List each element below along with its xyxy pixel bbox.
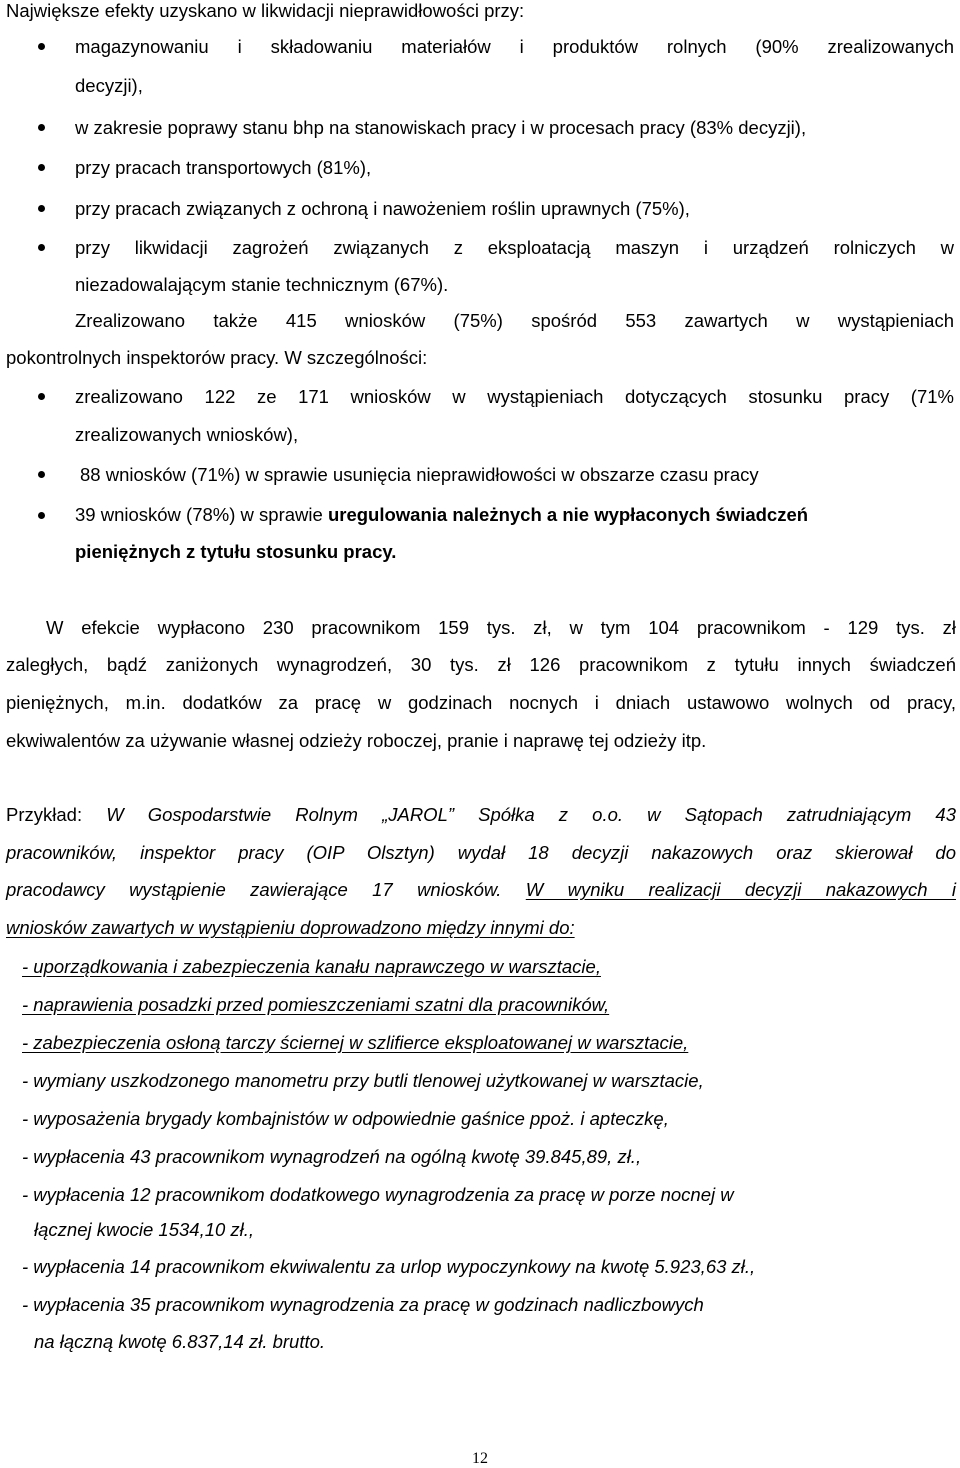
list-item: magazynowaniu i składowaniu materiałów i produktów rolnych (90% zrealizowanych [75,36,954,57]
list-item: przy pracach transportowych (81%), [75,157,372,178]
bullet-icon [38,124,45,131]
example-text: pracodawcy wystąpienie zawierające 17 wniosków. [6,879,502,900]
bullet-icon [38,471,45,478]
bullet-icon [38,512,45,519]
bullet-icon [38,205,45,212]
dash-list-item: - wyposażenia brygady kombajnistów w odpowiednie gaśnice ppoż. i apteczkę, [22,1108,669,1129]
list-item: przy likwidacji zagrożeń związanych z eksploatacją maszyn i urządzeń rolniczych w [75,237,954,258]
list-item: w zakresie poprawy stanu bhp na stanowiskach pracy i w procesach pracy (83% decyzji), [75,117,807,138]
list-item-text: 39 wniosków (78%) w sprawie [75,504,328,525]
dash-list-item: - wypłacenia 12 pracownikom dodatkowego wynagrodzenia za pracę w porze nocnej w [22,1184,734,1205]
dash-list-item: - uporządkowania i zabezpieczenia kanału naprawczego w warsztacie, [22,956,601,977]
page-number: 12 [472,1450,488,1467]
paragraph-line: pokontrolnych inspektorów pracy. W szczególności: [6,347,428,368]
dash-list-item: - naprawienia posadzki przed pomieszczeniami szatni dla pracowników, [22,994,610,1015]
list-item: 88 wniosków (71%) w sprawie usunięcia nieprawidłowości w obszarze czasu pracy [80,464,759,485]
example-line: pracowników, inspektor pracy (OIP Olsztyn) wydał 18 decyzji nakazowych oraz skierował do [6,842,956,863]
paragraph-line: pieniężnych, m.in. dodatków za pracę w godzinach nocnych i dniach ustawowo wolnych od pracy, [6,692,956,713]
section-heading: Największe efekty uzyskano w likwidacji nieprawidłowości przy: [6,0,525,21]
dash-list-item: - wypłacenia 14 pracownikom ekwiwalentu za urlop wypoczynkowy na kwotę 5.923,63 zł., [22,1256,756,1277]
list-item: zrealizowano 122 ze 171 wniosków w wystąpieniach dotyczących stosunku pracy (71% [75,386,954,407]
list-item [75,504,808,526]
bullet-icon [38,393,45,400]
list-item-continuation: decyzji), [75,75,143,96]
paragraph-line: Zrealizowano także 415 wniosków (75%) spośród 553 zawartych w wystąpieniach [75,310,954,331]
dash-list-item-continuation: łącznej kwocie 1534,10 zł., [34,1219,255,1240]
bullet-icon [38,164,45,171]
example-text: W Gospodarstwie Rolnym „JAROL” Spółka z o.o. w Sątopach zatrudniającym 43 [106,804,956,825]
dash-list-item-continuation: na łączną kwotę 6.837,14 zł. brutto. [34,1331,326,1352]
example-line [6,879,956,901]
example-label: Przykład: [6,804,83,825]
example-underlined-text: W wyniku realizacji decyzji nakazowych i [525,879,956,900]
list-item: przy pracach związanych z ochroną i nawożeniem roślin uprawnych (75%), [75,198,690,219]
bullet-icon [38,244,45,251]
list-item-continuation: niezadowalającym stanie technicznym (67%). [75,274,449,295]
dash-list-item: - zabezpieczenia osłoną tarczy ściernej w szlifierce eksploatowanej w warsztacie, [22,1032,689,1053]
list-item-continuation: zrealizowanych wniosków), [75,424,299,445]
bullet-icon [38,43,45,50]
paragraph-line: ekwiwalentów za używanie własnej odzieży roboczej, pranie i naprawę tej odzieży itp. [6,730,707,751]
example-line: wniosków zawartych w wystąpieniu doprowadzono między innymi do: [6,917,575,938]
dash-list-item: - wymiany uszkodzonego manometru przy butli tlenowej użytkowanej w warsztacie, [22,1070,704,1091]
paragraph-line: W efekcie wypłacono 230 pracownikom 159 tys. zł, w tym 104 pracownikom - 129 tys. zł [46,617,956,638]
dash-list-item: - wypłacenia 35 pracownikom wynagrodzenia za pracę w godzinach nadliczbowych [22,1294,704,1315]
example-line [6,804,956,826]
paragraph-line: zaległych, bądź zaniżonych wynagrodzeń, 30 tys. zł 126 pracownikom z tytułu innych świadczeń [6,654,956,675]
list-item-bold-text: uregulowania należnych a nie wypłaconych świadczeń [327,504,809,525]
list-item-continuation: pieniężnych z tytułu stosunku pracy. [75,541,397,562]
dash-list-item: - wypłacenia 43 pracownikom wynagrodzeń na ogólną kwotę 39.845,89, zł., [22,1146,642,1167]
